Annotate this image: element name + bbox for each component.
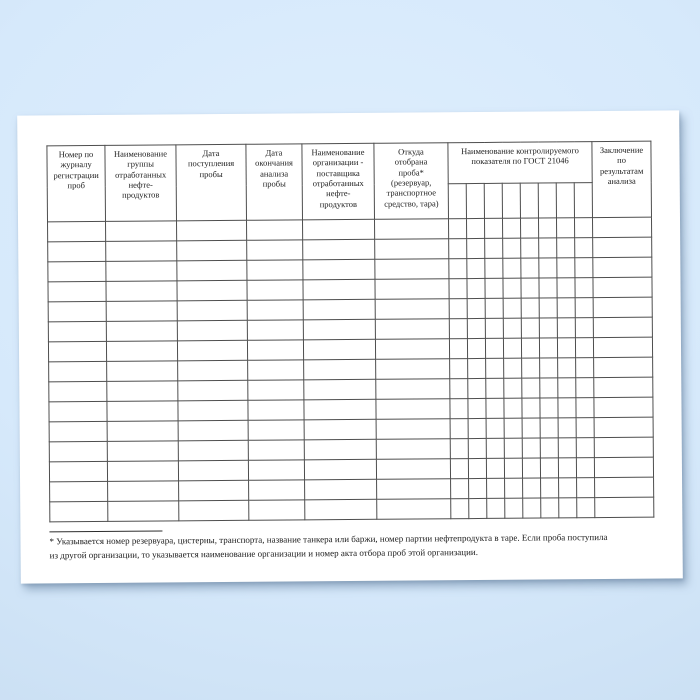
col-header-conclusion: Заключение по результатам анализа — [592, 141, 652, 217]
empty-cell — [451, 499, 469, 519]
empty-cell — [485, 298, 503, 318]
empty-cell — [177, 340, 247, 361]
empty-cell — [48, 281, 106, 301]
empty-cell — [450, 459, 468, 479]
empty-cell — [468, 458, 486, 478]
empty-cell — [594, 457, 653, 477]
empty-cell — [449, 259, 467, 279]
empty-cell — [49, 381, 107, 401]
empty-cell — [449, 319, 467, 339]
empty-cell — [49, 461, 107, 481]
empty-cell — [450, 419, 468, 439]
empty-cell — [50, 481, 108, 501]
gost-subcolumn-cell — [448, 184, 466, 219]
empty-cell — [539, 238, 557, 258]
empty-cell — [449, 339, 467, 359]
empty-cell — [177, 320, 247, 341]
empty-cell — [593, 257, 652, 277]
empty-cell — [504, 398, 522, 418]
empty-cell — [557, 278, 575, 298]
empty-cell — [487, 498, 505, 518]
empty-cell — [577, 498, 595, 518]
empty-cell — [469, 478, 487, 498]
empty-cell — [303, 319, 375, 340]
empty-cell — [541, 478, 559, 498]
empty-cell — [248, 460, 304, 480]
empty-cell — [467, 318, 485, 338]
empty-cell — [485, 258, 503, 278]
empty-cell — [556, 218, 574, 238]
col-header-supplier-org: Наименование организации - поставщика отработанных нефте- продуктов — [302, 143, 375, 220]
empty-cell — [106, 341, 177, 362]
empty-cell — [303, 339, 375, 360]
empty-cell — [576, 418, 594, 438]
empty-cell — [486, 358, 504, 378]
empty-cell — [539, 298, 557, 318]
empty-cell — [448, 219, 466, 239]
empty-cell — [179, 480, 249, 501]
empty-cell — [485, 278, 503, 298]
empty-cell — [178, 460, 248, 481]
empty-cell — [248, 440, 304, 460]
empty-cell — [576, 458, 594, 478]
empty-cell — [49, 361, 107, 381]
empty-cell — [594, 357, 653, 377]
empty-cell — [594, 377, 653, 397]
empty-cell — [503, 258, 521, 278]
empty-cell — [538, 218, 556, 238]
empty-cell — [178, 440, 248, 461]
empty-cell — [523, 498, 541, 518]
empty-cell — [485, 318, 503, 338]
empty-cell — [575, 318, 593, 338]
empty-cell — [377, 499, 451, 520]
empty-cell — [48, 241, 106, 261]
empty-cell — [594, 397, 653, 417]
col-header-sample-source: Откуда отобрана проба* (резервуар, транспортное средство, тара) — [374, 143, 449, 220]
empty-cell — [49, 441, 107, 461]
empty-cell — [449, 239, 467, 259]
empty-cell — [247, 240, 303, 260]
empty-cell — [558, 418, 576, 438]
empty-cell — [107, 361, 178, 382]
empty-cell — [450, 379, 468, 399]
empty-cell — [559, 498, 577, 518]
empty-cell — [558, 438, 576, 458]
empty-cell — [304, 459, 376, 480]
empty-cell — [522, 418, 540, 438]
empty-cell — [576, 358, 594, 378]
empty-cell — [376, 359, 450, 380]
empty-cell — [106, 221, 177, 242]
empty-cell — [541, 498, 559, 518]
gost-subcolumn-cell — [574, 183, 592, 218]
empty-cell — [487, 478, 505, 498]
empty-cell — [557, 298, 575, 318]
col-header-receipt-date: Дата поступления пробы — [176, 144, 247, 221]
empty-cell — [249, 500, 305, 520]
empty-cell — [376, 399, 450, 420]
empty-cell — [593, 337, 652, 357]
col-header-group-name: Наименование группы отработанных нефте- продуктов — [105, 145, 177, 222]
empty-cell — [48, 301, 106, 321]
empty-cell — [503, 338, 521, 358]
empty-cell — [502, 218, 520, 238]
empty-cell — [486, 458, 504, 478]
empty-cell — [49, 421, 107, 441]
empty-cell — [303, 279, 375, 300]
empty-cell — [595, 497, 654, 517]
empty-cell — [375, 259, 449, 280]
empty-cell — [303, 259, 375, 280]
empty-cell — [557, 338, 575, 358]
empty-cell — [106, 321, 177, 342]
empty-cell — [503, 298, 521, 318]
empty-cell — [247, 300, 303, 320]
empty-cell — [593, 277, 652, 297]
empty-cell — [248, 360, 304, 380]
empty-cell — [107, 421, 178, 442]
empty-cell — [522, 458, 540, 478]
empty-cell — [467, 238, 485, 258]
empty-cell — [467, 258, 485, 278]
empty-cell — [521, 258, 539, 278]
empty-cell — [107, 461, 178, 482]
empty-cell — [375, 319, 449, 340]
empty-cell — [522, 398, 540, 418]
empty-cell — [49, 401, 107, 421]
empty-cell — [107, 401, 178, 422]
empty-cell — [593, 317, 652, 337]
empty-cell — [540, 378, 558, 398]
empty-cell — [594, 437, 653, 457]
empty-cell — [539, 338, 557, 358]
empty-cell — [576, 378, 594, 398]
empty-cell — [106, 281, 177, 302]
empty-cell — [303, 219, 375, 240]
empty-cell — [505, 498, 523, 518]
empty-cell — [521, 338, 539, 358]
empty-cell — [177, 240, 247, 261]
gost-subcolumn-cell — [484, 183, 502, 218]
empty-cell — [504, 438, 522, 458]
empty-cell — [468, 358, 486, 378]
empty-cell — [521, 238, 539, 258]
empty-cell — [375, 299, 449, 320]
empty-cell — [504, 358, 522, 378]
empty-cell — [106, 301, 177, 322]
empty-cell — [108, 501, 179, 522]
empty-cell — [576, 438, 594, 458]
empty-cell — [523, 478, 541, 498]
col-header-analysis-end-date: Дата окончания анализа пробы — [246, 144, 303, 220]
registration-journal-table — [46, 141, 654, 523]
empty-cell — [248, 400, 304, 420]
empty-cell — [450, 439, 468, 459]
empty-cell — [593, 237, 652, 257]
col-header-sample-number: Номер по журналу регистрации проб — [47, 145, 106, 221]
empty-cell — [247, 280, 303, 300]
empty-cell — [521, 298, 539, 318]
empty-cell — [50, 501, 108, 521]
empty-cell — [521, 318, 539, 338]
empty-cell — [520, 218, 538, 238]
empty-cell — [575, 258, 593, 278]
document-sheet — [17, 110, 683, 583]
footnote-text: * Указывается номер резервуара, цистерны, транспорта, название танкера или баржи, номер партии нефтепродукта в таре. Если проба поступила из другой организации, то указывается наименование организации и номер акта отбора проб этой организации. — [49, 531, 608, 560]
empty-cell — [558, 358, 576, 378]
empty-cell — [485, 338, 503, 358]
gost-subcolumn-cell — [556, 183, 574, 218]
empty-cell — [303, 299, 375, 320]
empty-cell — [504, 418, 522, 438]
gost-subcolumn-cell — [466, 183, 484, 218]
empty-cell — [177, 300, 247, 321]
empty-cell — [107, 381, 178, 402]
empty-cell — [247, 220, 303, 240]
empty-cell — [595, 477, 654, 497]
empty-cell — [594, 417, 653, 437]
empty-cell — [558, 378, 576, 398]
gost-subcolumn-cell — [538, 183, 556, 218]
empty-cell — [48, 321, 106, 341]
empty-cell — [467, 278, 485, 298]
empty-cell — [467, 298, 485, 318]
empty-cell — [467, 338, 485, 358]
empty-cell — [179, 500, 249, 521]
empty-cell — [178, 360, 248, 381]
empty-cell — [522, 378, 540, 398]
empty-cell — [505, 478, 523, 498]
empty-cell — [557, 258, 575, 278]
table-header-row — [47, 141, 651, 187]
empty-cell — [304, 399, 376, 420]
empty-cell — [575, 278, 593, 298]
empty-cell — [375, 339, 449, 360]
empty-cell — [305, 499, 377, 520]
empty-cell — [557, 318, 575, 338]
empty-cell — [557, 238, 575, 258]
empty-cell — [468, 398, 486, 418]
empty-cell — [304, 439, 376, 460]
empty-cell — [48, 221, 106, 241]
empty-cell — [248, 420, 304, 440]
empty-cell — [450, 399, 468, 419]
empty-cell — [540, 398, 558, 418]
empty-cell — [178, 380, 248, 401]
empty-cell — [522, 438, 540, 458]
empty-cell — [305, 479, 377, 500]
empty-cell — [486, 438, 504, 458]
empty-cell — [108, 481, 179, 502]
empty-cell — [375, 239, 449, 260]
empty-cell — [575, 238, 593, 258]
empty-cell — [178, 420, 248, 441]
empty-cell — [451, 479, 469, 499]
empty-cell — [576, 398, 594, 418]
empty-cell — [107, 441, 178, 462]
empty-cell — [303, 239, 375, 260]
empty-cell — [540, 458, 558, 478]
empty-cell — [484, 218, 502, 238]
footnote-separator — [49, 530, 162, 532]
table-body — [48, 217, 654, 522]
empty-cell — [486, 378, 504, 398]
empty-cell — [486, 398, 504, 418]
empty-cell — [304, 419, 376, 440]
empty-cell — [593, 297, 652, 317]
empty-cell — [247, 260, 303, 280]
empty-cell — [504, 378, 522, 398]
empty-cell — [304, 359, 376, 380]
gost-subcolumn-cell — [502, 183, 520, 218]
empty-cell — [539, 278, 557, 298]
empty-cell — [106, 261, 177, 282]
empty-cell — [558, 398, 576, 418]
gost-subcolumn-cell — [520, 183, 538, 218]
empty-cell — [522, 358, 540, 378]
empty-cell — [521, 278, 539, 298]
empty-cell — [468, 378, 486, 398]
empty-cell — [539, 258, 557, 278]
empty-cell — [376, 379, 450, 400]
empty-cell — [249, 480, 305, 500]
empty-cell — [48, 261, 106, 281]
empty-cell — [48, 341, 106, 361]
empty-cell — [575, 298, 593, 318]
empty-cell — [376, 459, 450, 480]
empty-cell — [539, 318, 557, 338]
empty-cell — [449, 279, 467, 299]
empty-cell — [468, 438, 486, 458]
empty-cell — [593, 217, 652, 237]
empty-cell — [375, 279, 449, 300]
empty-cell — [577, 478, 595, 498]
empty-cell — [248, 380, 304, 400]
empty-cell — [504, 458, 522, 478]
empty-cell — [377, 479, 451, 500]
empty-cell — [106, 241, 177, 262]
empty-cell — [376, 419, 450, 440]
empty-cell — [450, 359, 468, 379]
empty-cell — [540, 358, 558, 378]
empty-cell — [574, 218, 592, 238]
empty-cell — [540, 438, 558, 458]
empty-cell — [559, 478, 577, 498]
empty-cell — [247, 340, 303, 360]
col-header-gost-indicator-group: Наименование контролируемого показателя по ГОСТ 21046 — [448, 142, 592, 184]
empty-cell — [469, 498, 487, 518]
empty-cell — [558, 458, 576, 478]
empty-cell — [485, 238, 503, 258]
empty-cell — [575, 338, 593, 358]
empty-cell — [177, 280, 247, 301]
empty-cell — [540, 418, 558, 438]
empty-cell — [374, 219, 448, 240]
empty-cell — [304, 379, 376, 400]
empty-cell — [503, 278, 521, 298]
empty-cell — [468, 418, 486, 438]
empty-cell — [247, 320, 303, 340]
empty-cell — [177, 260, 247, 281]
empty-cell — [449, 299, 467, 319]
empty-cell — [376, 439, 450, 460]
empty-cell — [503, 238, 521, 258]
table-row — [50, 497, 654, 522]
empty-cell — [486, 418, 504, 438]
empty-cell — [466, 218, 484, 238]
empty-cell — [503, 318, 521, 338]
empty-cell — [178, 400, 248, 421]
empty-cell — [177, 220, 247, 241]
